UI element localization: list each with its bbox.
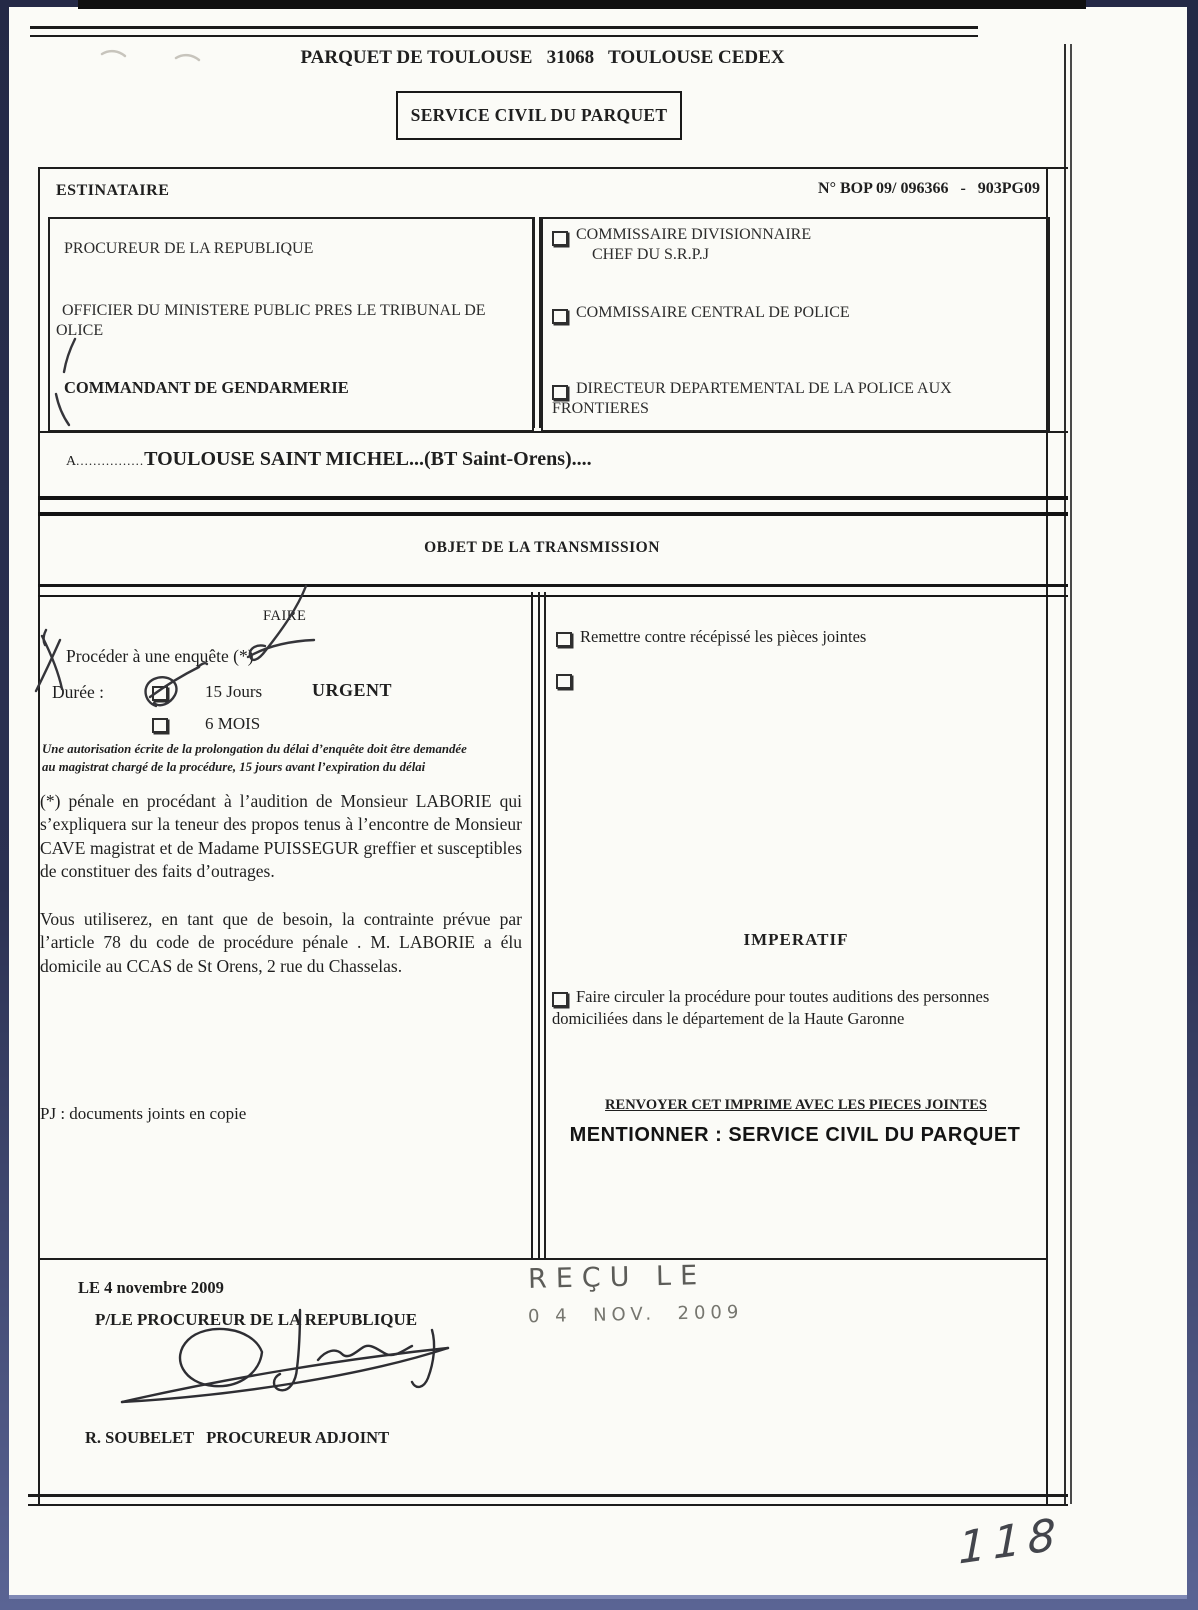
left-column-right-edge — [531, 592, 533, 1258]
footer-signataire: R. SOUBELET PROCUREUR ADJOINT — [85, 1428, 390, 1447]
a-label: A — [66, 454, 77, 469]
scan-top-bar — [78, 0, 1086, 9]
checkbox-icon — [552, 231, 568, 246]
prolongation-note-l1: Une autorisation écrite de la prolongation du délai d’enquête doit être demandée — [42, 742, 467, 756]
service-civil-label: SERVICE CIVIL DU PARQUET — [410, 105, 668, 125]
bop-reference: N° BOP 09/ 096366 - 903PG09 — [818, 180, 1040, 197]
faire-circuler-l1: Faire circuler la procédure pour toutes auditions des personnes — [576, 987, 990, 1006]
quinze-jours-label: 15 Jours — [205, 682, 263, 701]
double-rule-under-objet — [38, 584, 1068, 597]
objet-title: OBJET DE LA TRANSMISSION — [424, 539, 660, 556]
parquet-header: PARQUET DE TOULOUSE 31068 TOULOUSE CEDEX — [300, 47, 785, 68]
urgent-label: URGENT — [312, 680, 393, 700]
pj-note: PJ : documents joints en copie — [40, 1104, 247, 1123]
dotted-leader: ................ — [76, 453, 145, 468]
stamp-recu-le: REÇU LE — [527, 1260, 707, 1295]
rule-destinataire-top — [38, 167, 1068, 169]
destination-value: TOULOUSE SAINT MICHEL...(BT Saint-Orens).... — [144, 448, 592, 470]
checkbox-icon — [152, 718, 168, 733]
destination-row — [66, 448, 592, 471]
checkbox-icon — [552, 309, 568, 324]
bottom-double-rule — [28, 1494, 1068, 1506]
recipient-directeur-l2: FRONTIERES — [552, 400, 649, 417]
page-edge-right — [1064, 44, 1072, 1504]
checkbox-icon — [552, 992, 568, 1007]
duree-label: Durée : — [52, 682, 104, 702]
checkbox-icon — [552, 385, 568, 400]
destinataire-label: ESTINATAIRE — [56, 182, 170, 199]
recipient-officier-l2: OLICE — [56, 322, 104, 339]
stamp-date: 0 4 NOV. 2009 — [527, 1301, 744, 1328]
six-mois-label: 6 MOIS — [205, 714, 261, 733]
recipient-commandant: COMMANDANT DE GENDARMERIE — [64, 378, 349, 397]
recipient-commissaire-div-l1: COMMISSAIRE DIVISIONNAIRE — [576, 226, 812, 243]
thick-double-rule — [38, 496, 1068, 516]
body-paragraph-2: Vous utiliserez, en tant que de besoin, la contrainte prévue par l’article 78 du code de procédure pénale . M. LABORIE a élu domicile au CCAS de St Orens, 2 rue du Chasselas. — [40, 909, 522, 976]
checkbox-icon — [556, 632, 572, 647]
recipients-divider — [533, 217, 541, 428]
top-double-rule — [30, 26, 978, 37]
handwritten-page-number: 118 — [958, 1508, 1063, 1575]
proceder-enquete-label: Procéder à une enquête (*) — [66, 646, 254, 666]
faire-preprinted: FAIRE — [263, 608, 307, 624]
recipient-commissaire-central: COMMISSAIRE CENTRAL DE POLICE — [576, 304, 850, 321]
rule-above-destination — [38, 431, 1068, 433]
recipient-officier-l1: OFFICIER DU MINISTERE PUBLIC PRES LE TRIBUNAL DE — [62, 302, 486, 319]
body-paragraph-1: (*) pénale en procédant à l’audition de Monsieur LABORIE qui s’expliquera sur la teneur des propos tenus à l’encontre de Monsieur CAVE magistrat et de Madame PUISSEGUR greffier et susceptibles de constituer des faits d’outrages. — [40, 791, 522, 881]
service-civil-box — [396, 91, 682, 140]
rule-above-footer — [38, 1258, 1048, 1260]
recipient-directeur-l1: DIRECTEUR DEPARTEMENTAL DE LA POLICE AUX — [576, 380, 952, 397]
faire-circuler-l2: domiciliées dans le département de la Haute Garonne — [552, 1009, 905, 1028]
recipient-commissaire-div-l2: CHEF DU S.R.P.J — [592, 246, 709, 263]
column-divider — [538, 592, 546, 1258]
checkbox-icon — [556, 674, 572, 689]
imperatif-title: IMPERATIF — [743, 930, 849, 949]
prolongation-note-l2: au magistrat chargé de la procédure, 15 jours avant l’expiration du délai — [42, 760, 426, 774]
remettre-label: Remettre contre récépissé les pièces jointes — [580, 627, 867, 646]
footer-date: LE 4 novembre 2009 — [78, 1278, 224, 1297]
checkbox-icon — [152, 686, 168, 701]
mentionner-notice: MENTIONNER : SERVICE CIVIL DU PARQUET — [569, 1124, 1021, 1146]
footer-pour-procureur: P/LE PROCUREUR DE LA REPUBLIQUE — [95, 1310, 418, 1329]
renvoyer-notice: RENVOYER CET IMPRIME AVEC LES PIECES JOINTES — [605, 1097, 987, 1113]
recipient-procureur: PROCUREUR DE LA REPUBLIQUE — [64, 240, 314, 257]
